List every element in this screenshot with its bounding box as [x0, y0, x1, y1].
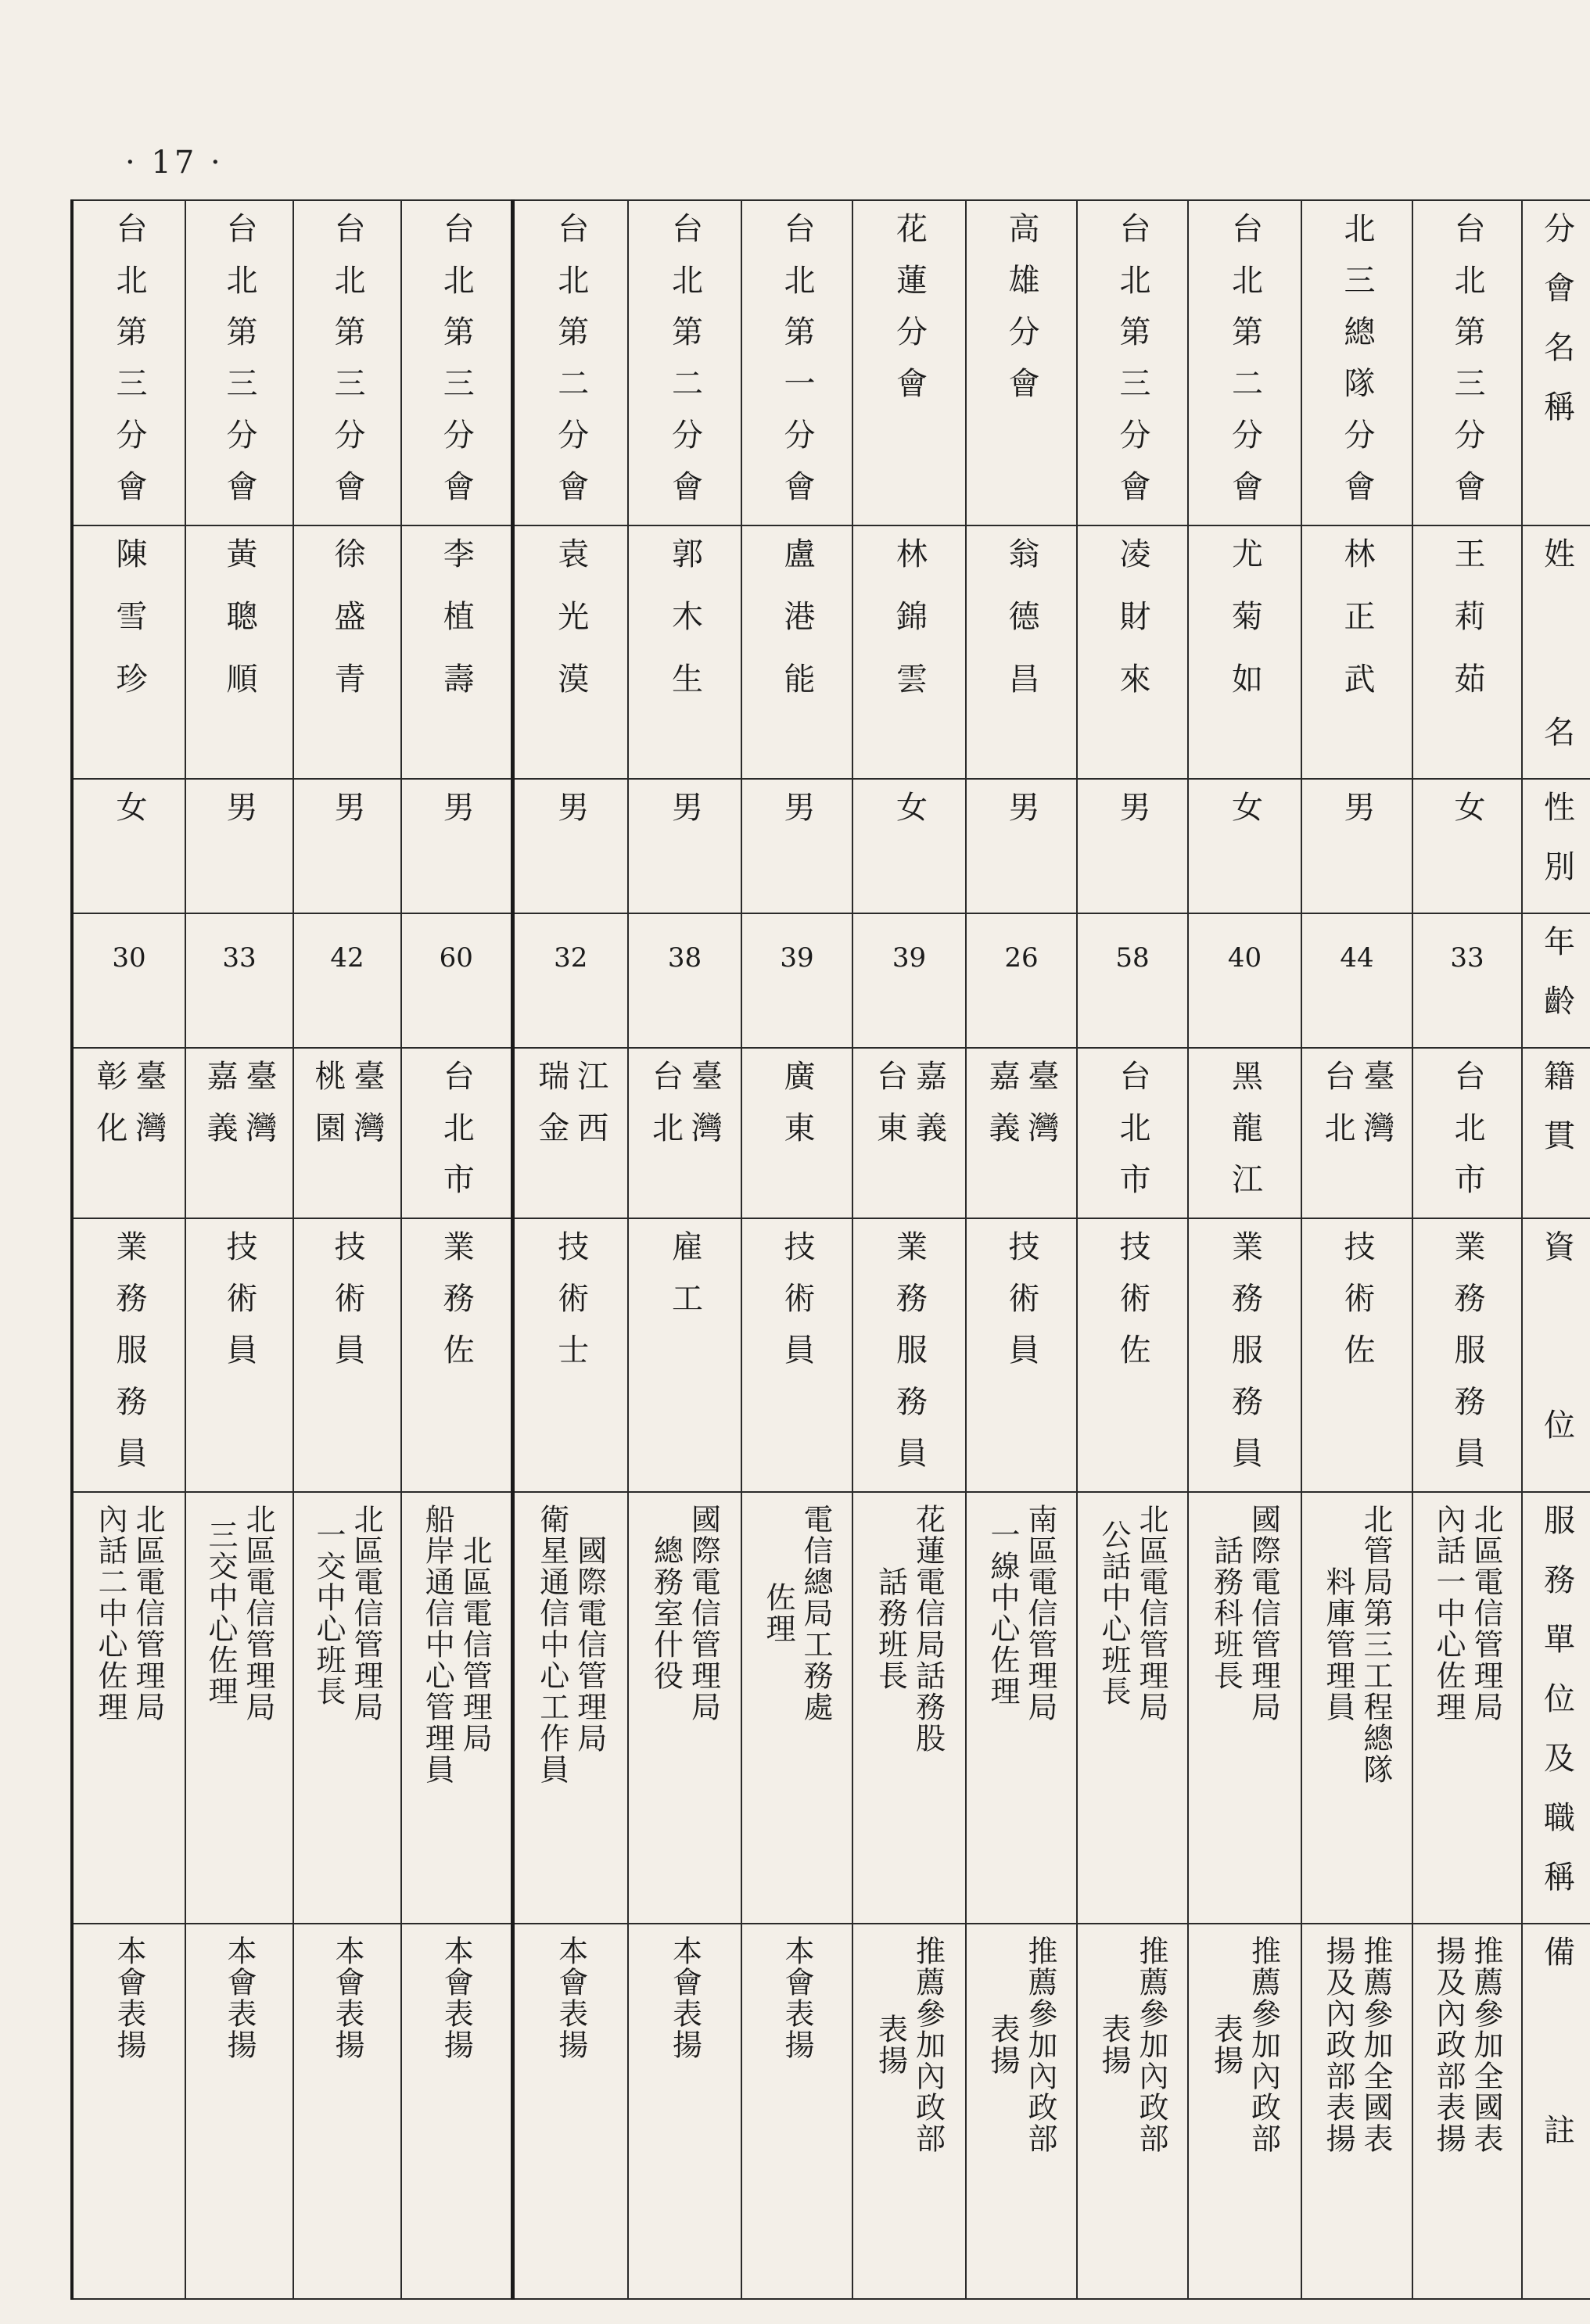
- cell-origin: [185, 1048, 293, 1218]
- cell-title: [741, 1218, 852, 1492]
- cell-title: [72, 1218, 185, 1492]
- title-value: 技術佐: [1339, 1230, 1375, 1385]
- note-value: 推薦參加內政部 表揚: [1208, 1935, 1281, 2154]
- note-value: 本會表揚: [330, 1935, 364, 2060]
- cell-note: [1301, 1924, 1412, 2299]
- cell-note: [72, 1924, 185, 2299]
- header-origin: [1522, 1048, 1590, 1218]
- unit-value: 南區電信管理局 一線中心佐理: [985, 1504, 1057, 1723]
- age-value: 32: [554, 942, 588, 974]
- cell-origin: [512, 1048, 628, 1218]
- cell-title: [401, 1218, 512, 1492]
- cell-title: [185, 1218, 293, 1492]
- field-row-note: [72, 1924, 1590, 2299]
- note-value: 推薦參加內政部 表揚: [985, 1935, 1057, 2154]
- cell-origin: [1077, 1048, 1188, 1218]
- sex-value: 男: [666, 791, 703, 822]
- cell-unit: [852, 1492, 966, 1924]
- cell-age: [852, 913, 966, 1048]
- cell-name: [966, 525, 1077, 779]
- name-value: 林錦雲: [891, 537, 928, 725]
- branch-value: 高雄分會: [1003, 212, 1039, 418]
- field-row-name: [72, 525, 1590, 779]
- branch-value: 台北第三分會: [111, 212, 147, 522]
- cell-origin: [293, 1048, 401, 1218]
- note-value: 推薦參加全國表 揚及內政部表揚: [1431, 1935, 1503, 2154]
- header-label: 服務單位及職稱: [1538, 1504, 1575, 1920]
- cell-note: [293, 1924, 401, 2299]
- note-value: 推薦參加全國表 揚及內政部表揚: [1321, 1935, 1393, 2154]
- cell-origin: [401, 1048, 512, 1218]
- cell-name: [628, 525, 741, 779]
- cell-sex: [1188, 779, 1301, 913]
- cell-name: [512, 525, 628, 779]
- field-row-origin: [72, 1048, 1590, 1218]
- note-value: 推薦參加內政部 表揚: [873, 1935, 946, 2154]
- sex-value: 女: [111, 791, 147, 822]
- origin-value: 台北市: [1114, 1060, 1150, 1214]
- cell-origin: [741, 1048, 852, 1218]
- cell-note: [628, 1924, 741, 2299]
- header-unit: [1522, 1492, 1590, 1924]
- name-value: 郭木生: [666, 537, 703, 725]
- cell-sex: [512, 779, 628, 913]
- cell-title: [293, 1218, 401, 1492]
- cell-name: [852, 525, 966, 779]
- branch-value: 台北第三分會: [1114, 212, 1150, 522]
- unit-value: 北區電信管理局 內話一中心佐理: [1431, 1504, 1503, 1723]
- cell-origin: [852, 1048, 966, 1218]
- cell-name: [185, 525, 293, 779]
- cell-name: [1188, 525, 1301, 779]
- age-value: 60: [439, 942, 473, 974]
- unit-value: 北區電信管理局 內話二中心佐理: [93, 1504, 165, 1723]
- name-value: 李植壽: [438, 537, 475, 725]
- title-value: 技術員: [329, 1230, 365, 1385]
- branch-value: 台北第三分會: [1449, 212, 1485, 522]
- cell-origin: [966, 1048, 1077, 1218]
- cell-age: [741, 913, 852, 1048]
- cell-branch: [293, 200, 401, 525]
- cell-branch: [1412, 200, 1522, 525]
- origin-value: 黑龍江: [1226, 1060, 1263, 1214]
- sex-value: 女: [1449, 791, 1485, 822]
- origin-value: 臺灣 嘉義: [984, 1060, 1059, 1163]
- age-value: 44: [1340, 942, 1374, 974]
- cell-branch: [1188, 200, 1301, 525]
- cell-origin: [1188, 1048, 1301, 1218]
- cell-name: [1412, 525, 1522, 779]
- cell-note: [1188, 1924, 1301, 2299]
- cell-sex: [1412, 779, 1522, 913]
- age-value: 58: [1115, 942, 1150, 974]
- age-value: 40: [1227, 942, 1262, 974]
- age-value: 33: [1450, 942, 1484, 974]
- name-value: 翁德昌: [1003, 537, 1039, 725]
- origin-value: 臺灣 台北: [647, 1060, 723, 1163]
- cell-origin: [628, 1048, 741, 1218]
- origin-value: 臺灣 彰化: [92, 1060, 167, 1163]
- sex-value: 男: [1003, 791, 1039, 822]
- cell-note: [1077, 1924, 1188, 2299]
- origin-value: 台北市: [1449, 1060, 1485, 1214]
- cell-sex: [401, 779, 512, 913]
- cell-name: [401, 525, 512, 779]
- cell-sex: [1301, 779, 1412, 913]
- sex-value: 男: [438, 791, 475, 822]
- cell-branch: [852, 200, 966, 525]
- cell-age: [185, 913, 293, 1048]
- cell-title: [852, 1218, 966, 1492]
- sex-value: 男: [779, 791, 815, 822]
- cell-sex: [741, 779, 852, 913]
- cell-age: [1188, 913, 1301, 1048]
- unit-value: 北區電信管理局 三交中心佐理: [203, 1504, 275, 1723]
- unit-value: 電信總局工務處 佐理: [761, 1504, 833, 1723]
- cell-unit: [1301, 1492, 1412, 1924]
- note-value: 本會表揚: [553, 1935, 588, 2060]
- age-value: 30: [112, 942, 146, 974]
- header-label: 籍貫: [1538, 1060, 1575, 1178]
- unit-value: 國際電信管理局 衛星通信中心工作員: [534, 1504, 607, 1785]
- name-value: 徐盛青: [329, 537, 365, 725]
- cell-note: [1412, 1924, 1522, 2299]
- cell-age: [966, 913, 1077, 1048]
- sex-value: 男: [1114, 791, 1150, 822]
- cell-title: [628, 1218, 741, 1492]
- cell-name: [741, 525, 852, 779]
- note-value: 本會表揚: [667, 1935, 702, 2060]
- cell-sex: [1077, 779, 1188, 913]
- origin-value: 江西 瑞金: [533, 1060, 608, 1163]
- header-title: [1522, 1218, 1590, 1492]
- unit-value: 北區電信管理局 一交中心班長: [311, 1504, 383, 1723]
- sex-value: 女: [1226, 791, 1263, 822]
- cell-name: [1301, 525, 1412, 779]
- age-value: 39: [892, 942, 927, 974]
- sex-value: 男: [1339, 791, 1375, 822]
- cell-sex: [966, 779, 1077, 913]
- cell-branch: [966, 200, 1077, 525]
- cell-unit: [966, 1492, 1077, 1924]
- note-value: 本會表揚: [222, 1935, 257, 2060]
- header-branch: [1522, 200, 1590, 525]
- origin-value: 嘉義 台東: [871, 1060, 947, 1163]
- cell-note: [741, 1924, 852, 2299]
- cell-age: [72, 913, 185, 1048]
- cell-unit: [741, 1492, 852, 1924]
- sex-value: 男: [552, 791, 589, 822]
- name-value: 盧港能: [779, 537, 815, 725]
- cell-age: [293, 913, 401, 1048]
- title-value: 業務服務員: [891, 1230, 928, 1488]
- cell-sex: [185, 779, 293, 913]
- note-value: 推薦參加內政部 表揚: [1096, 1935, 1168, 2154]
- cell-origin: [1301, 1048, 1412, 1218]
- title-value: 技術員: [221, 1230, 257, 1385]
- cell-origin: [1412, 1048, 1522, 1218]
- cell-branch: [72, 200, 185, 525]
- name-value: 袁光漠: [552, 537, 589, 725]
- title-value: 業務服務員: [1449, 1230, 1485, 1488]
- cell-note: [185, 1924, 293, 2299]
- cell-sex: [293, 779, 401, 913]
- cell-age: [1301, 913, 1412, 1048]
- unit-value: 國際電信管理局 話務科班長: [1208, 1504, 1281, 1723]
- branch-value: 台北第二分會: [552, 212, 589, 522]
- cell-note: [852, 1924, 966, 2299]
- cell-sex: [852, 779, 966, 913]
- name-value: 凌財來: [1114, 537, 1150, 725]
- cell-unit: [512, 1492, 628, 1924]
- branch-value: 台北第三分會: [329, 212, 365, 522]
- header-name: [1522, 525, 1590, 779]
- age-value: 39: [780, 942, 814, 974]
- name-value: 黃聰順: [221, 537, 257, 725]
- field-row-sex: [72, 779, 1590, 913]
- unit-value: 北管局第三工程總隊 料庫管理員: [1321, 1504, 1393, 1785]
- sex-value: 男: [329, 791, 365, 822]
- cell-branch: [741, 200, 852, 525]
- header-label: 分會名稱: [1538, 212, 1575, 450]
- field-row-branch: [72, 200, 1590, 525]
- header-label: 備 註: [1538, 1935, 1575, 2173]
- branch-value: 北三總隊分會: [1339, 212, 1375, 522]
- cell-age: [512, 913, 628, 1048]
- field-row-age: [72, 913, 1590, 1048]
- sex-value: 女: [891, 791, 928, 822]
- unit-value: 北區電信管理局 公話中心班長: [1096, 1504, 1168, 1723]
- note-value: 本會表揚: [780, 1935, 814, 2060]
- header-age: [1522, 913, 1590, 1048]
- cell-unit: [185, 1492, 293, 1924]
- cell-name: [1077, 525, 1188, 779]
- honoree-table: [70, 199, 1590, 2300]
- cell-unit: [72, 1492, 185, 1924]
- cell-unit: [1188, 1492, 1301, 1924]
- cell-title: [1301, 1218, 1412, 1492]
- cell-branch: [512, 200, 628, 525]
- unit-value: 北區電信管理局 船岸通信中心管理員: [420, 1504, 493, 1785]
- age-value: 38: [667, 942, 702, 974]
- cell-name: [72, 525, 185, 779]
- cell-unit: [293, 1492, 401, 1924]
- cell-title: [966, 1218, 1077, 1492]
- title-value: 業務服務員: [1226, 1230, 1263, 1488]
- cell-branch: [628, 200, 741, 525]
- branch-value: 台北第三分會: [221, 212, 257, 522]
- cell-sex: [72, 779, 185, 913]
- origin-value: 臺灣 嘉義: [202, 1060, 277, 1163]
- title-value: 技術員: [779, 1230, 815, 1385]
- branch-value: 台北第一分會: [779, 212, 815, 522]
- cell-sex: [628, 779, 741, 913]
- header-label: 性別: [1538, 791, 1575, 909]
- age-value: 26: [1004, 942, 1039, 974]
- cell-note: [512, 1924, 628, 2299]
- header-label: 資 位: [1538, 1230, 1575, 1468]
- cell-unit: [401, 1492, 512, 1924]
- unit-value: 國際電信管理局 總務室什役: [648, 1504, 721, 1723]
- branch-value: 台北第三分會: [438, 212, 475, 522]
- cell-title: [1077, 1218, 1188, 1492]
- unit-value: 花蓮電信局話務股 話務班長: [873, 1504, 946, 1754]
- title-value: 雇工: [666, 1230, 703, 1333]
- cell-unit: [1077, 1492, 1188, 1924]
- name-value: 林正武: [1339, 537, 1375, 725]
- field-row-unit: [72, 1492, 1590, 1924]
- cell-unit: [628, 1492, 741, 1924]
- cell-branch: [185, 200, 293, 525]
- origin-value: 臺灣 桃園: [310, 1060, 385, 1163]
- note-value: 本會表揚: [439, 1935, 474, 2060]
- title-value: 技術員: [1003, 1230, 1039, 1385]
- title-value: 業務服務員: [111, 1230, 147, 1488]
- cell-branch: [1301, 200, 1412, 525]
- cell-unit: [1412, 1492, 1522, 1924]
- cell-age: [628, 913, 741, 1048]
- title-value: 業務佐: [438, 1230, 475, 1385]
- origin-value: 台北市: [438, 1060, 475, 1214]
- cell-age: [1077, 913, 1188, 1048]
- branch-value: 花蓮分會: [891, 212, 928, 418]
- page-number: · 17 ·: [125, 145, 224, 181]
- cell-title: [512, 1218, 628, 1492]
- cell-age: [1412, 913, 1522, 1048]
- age-value: 42: [330, 942, 364, 974]
- branch-value: 台北第二分會: [1226, 212, 1263, 522]
- cell-age: [401, 913, 512, 1048]
- header-label: 姓 名: [1538, 537, 1575, 775]
- origin-value: 廣東: [779, 1060, 815, 1163]
- branch-value: 台北第二分會: [666, 212, 703, 522]
- cell-branch: [1077, 200, 1188, 525]
- header-label: 年齡: [1538, 925, 1575, 1044]
- cell-title: [1188, 1218, 1301, 1492]
- cell-note: [401, 1924, 512, 2299]
- name-value: 尤菊如: [1226, 537, 1263, 725]
- age-value: 33: [222, 942, 257, 974]
- note-value: 本會表揚: [112, 1935, 146, 2060]
- cell-origin: [72, 1048, 185, 1218]
- name-value: 王莉茹: [1449, 537, 1485, 725]
- cell-name: [293, 525, 401, 779]
- title-value: 技術佐: [1114, 1230, 1150, 1385]
- field-row-title: [72, 1218, 1590, 1492]
- cell-note: [966, 1924, 1077, 2299]
- cell-branch: [401, 200, 512, 525]
- cell-title: [1412, 1218, 1522, 1492]
- name-value: 陳雪珍: [111, 537, 147, 725]
- origin-value: 臺灣 台北: [1319, 1060, 1394, 1163]
- title-value: 技術士: [552, 1230, 589, 1385]
- sex-value: 男: [221, 791, 257, 822]
- header-note: [1522, 1924, 1590, 2299]
- header-sex: [1522, 779, 1590, 913]
